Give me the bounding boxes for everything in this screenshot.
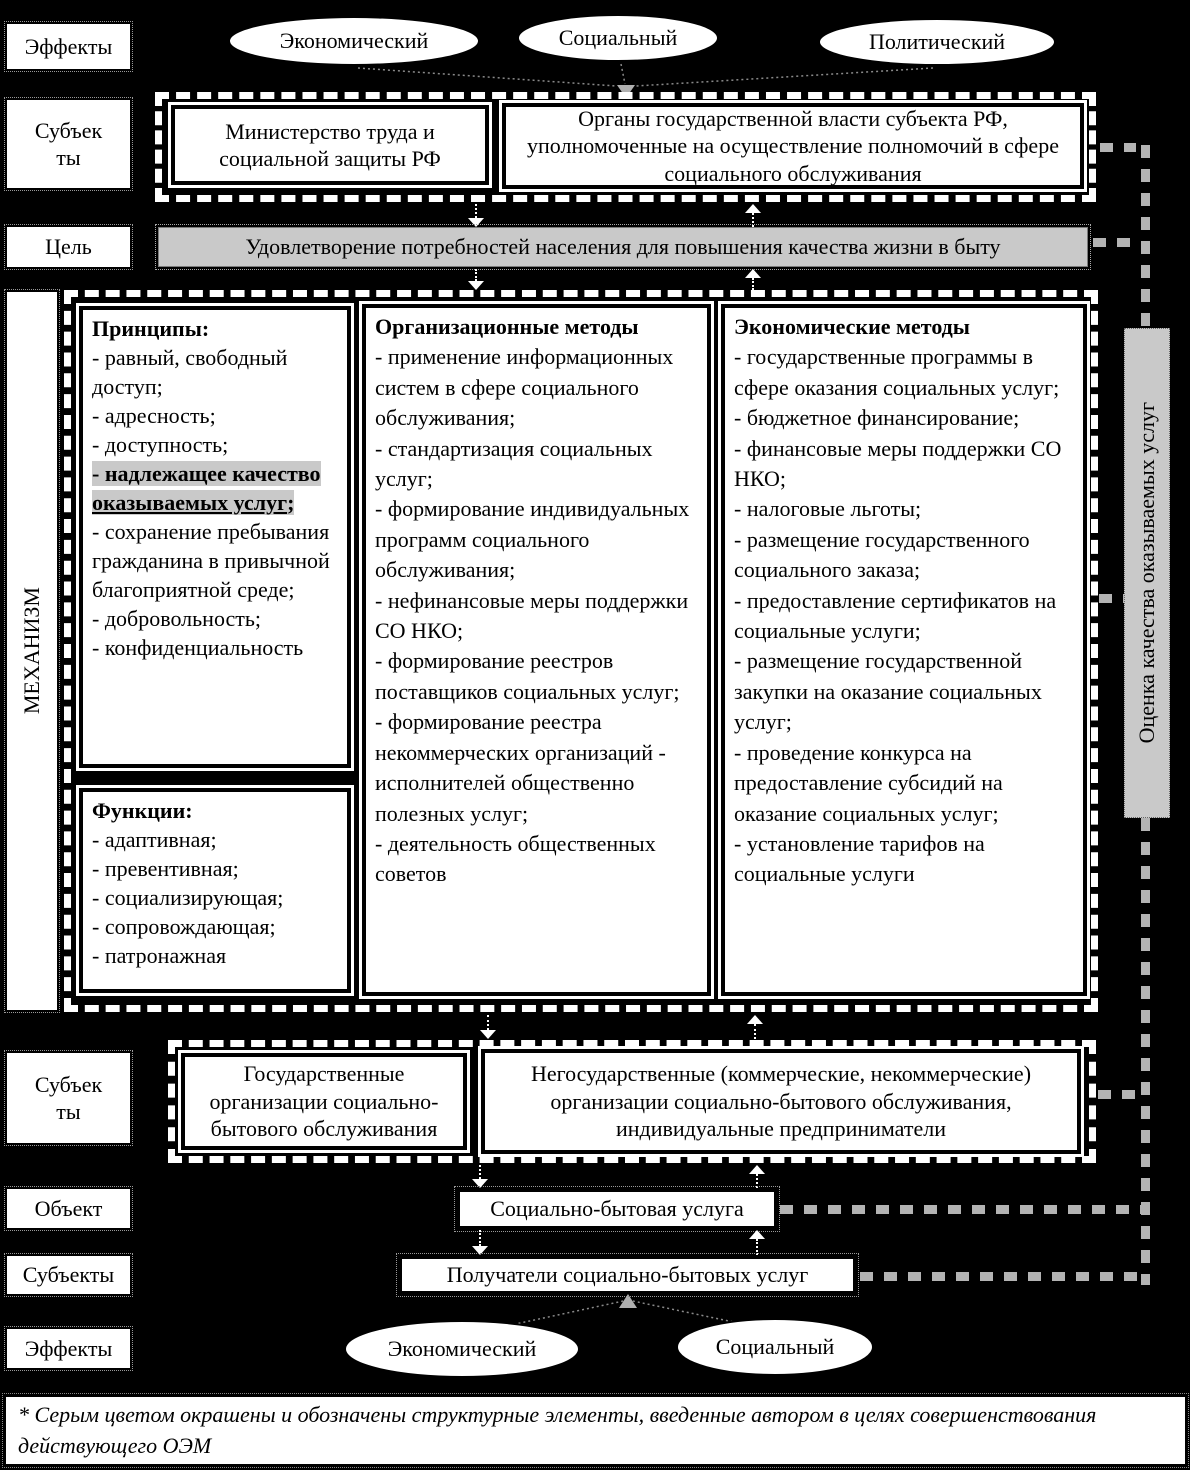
econ-method-item: - размещение государственной закупки на оказание социальных услуг; [734,648,1042,735]
row-label-subjects-mid-line1: Субъек [34,1071,103,1097]
row-label-subjects-bottom [7,1256,130,1294]
arrow-down-object-to-recipients [472,1230,488,1255]
authorities-box-text: Органы государственной власти субъекта РФ, уполномоченные на осуществление полномочий в сфере социального обслуживания [527,105,1059,186]
quality-assessment-bar-text: Оценка качества оказываемых услуг [1134,402,1159,744]
row-label-subjects-top-line1: Субъек [34,117,103,143]
quality-feedback-vertical-line-bottom [1141,818,1150,1285]
effect-economic-top [228,16,480,66]
function-item: - превентивная; [92,856,239,881]
row-label-effects-top-text: Эффекты [24,33,113,59]
goal-bar [158,227,1088,267]
function-item: - патронажная [92,943,227,968]
arrow-up-recipients-to-object [749,1230,765,1255]
row-label-effects-bottom-text: Эффекты [24,1335,113,1361]
econ-method-item: - проведение конкурса на предоставление субсидий на оказание социальных услуг; [734,739,1003,826]
principles-title: Принципы: [92,316,210,341]
principle-item: - адресность; [92,403,216,428]
quality-link-goal [1093,238,1136,247]
footnote [5,1396,1186,1465]
principle-highlight-suffix: ; [287,490,295,515]
econ-method-item: - установление тарифов на социальные услуги [734,830,985,887]
org-methods-title: Организационные методы [375,314,639,339]
arrow-down-goal-to-mechanism [468,269,484,290]
object-box-text: Социально-бытовая услуга [490,1196,744,1221]
object-box [458,1190,776,1228]
econ-methods-title: Экономические методы [734,314,970,339]
org-method-item: - применение информационных систем в сфере социального обслуживания; [375,344,674,431]
econ-method-item: - бюджетное финансирование; [734,405,1020,431]
principles-box [79,306,351,768]
org-method-item: - формирование реестров поставщиков социальных услуг; [375,648,680,704]
principle-item: - равный, свободный доступ; [92,345,288,399]
arrow-down-providers-to-object [472,1165,488,1188]
quality-link-mechanism [1099,594,1125,603]
effect-social-bottom [676,1318,874,1376]
effect-political-top [818,18,1056,66]
subjects-top-container [155,92,1096,202]
principle-item: - добровольность; [92,606,262,631]
goal-bar-text: Удовлетворение потребностей населения для повышения качества жизни в быту [245,234,1001,259]
row-label-mechanism [7,292,57,1010]
econ-method-item: - предоставление сертификатов на социальные услуги; [734,587,1057,644]
org-method-item: - формирование реестра некоммерческих организаций - исполнителей общественно полезных услуг; [375,709,666,826]
subjects-bottom-container [168,1040,1096,1163]
org-method-item: - деятельность общественных советов [375,830,656,887]
effect-social-top [517,14,719,62]
row-label-subjects-mid-line2: ты [56,1099,81,1124]
function-item: - сопровождающая; [92,914,276,939]
arrow-up-mechanism-to-goal [745,269,761,290]
function-item: - адаптивная; [92,827,217,852]
quality-link-subjects-bottom [1098,1090,1138,1099]
org-methods-box [362,304,711,996]
state-organizations-box [181,1053,467,1150]
quality-link-subjects-top [1100,143,1136,152]
row-label-object [7,1189,130,1228]
econ-method-item: - размещение государственного социального заказа; [734,526,1030,583]
org-method-item: - формирование индивидуальных программ социального обслуживания; [375,496,690,583]
authorities-box [502,103,1084,189]
quality-link-recipients [860,1272,1142,1281]
row-label-effects-bottom [7,1329,130,1368]
effect-economic-top-text: Экономический [279,28,429,53]
econ-method-item: - финансовые меры поддержки СО НКО; [734,435,1062,492]
effect-economic-bottom-text: Экономический [387,1336,537,1361]
functions-box [79,788,351,993]
arrow-up-object-to-providers [749,1165,765,1188]
econ-method-item: - налоговые льготы; [734,496,922,522]
function-item: - социализирующая; [92,885,284,910]
row-label-subjects-top [7,100,130,188]
row-label-goal [7,227,130,267]
effect-social-top-text: Социальный [558,25,678,50]
econ-methods-box [721,304,1087,996]
arrow-up-providers-to-mechanism [747,1015,763,1039]
row-label-object-text: Объект [34,1195,103,1221]
effect-economic-bottom [344,1320,580,1378]
principle-item: - конфиденциальность [92,635,304,660]
org-method-item: - нефинансовые меры поддержки СО НКО; [375,587,689,644]
functions-title: Функции: [92,798,193,823]
row-label-goal-text: Цель [45,234,92,260]
row-label-effects-top [7,24,130,69]
org-method-item: - стандартизация социальных услуг; [375,435,653,492]
arrow-down-mechanism-to-providers [480,1015,496,1039]
principle-highlight-underline: оказываемых услуг [92,490,288,515]
quality-feedback-vertical-line-top [1141,145,1150,328]
effect-social-bottom-text: Социальный [715,1334,835,1359]
ministry-box-text: Министерство труда и социальной защиты РФ [219,118,441,171]
quality-link-object [780,1205,1142,1214]
arrow-up-goal-to-subjects [745,204,761,227]
footnote-text: * Серым цветом окрашены и обозначены структурные элементы, введенные автором в целях совершенствования действующего ОЭМ [18,1401,1097,1458]
recipients-box-text: Получатели социально-бытовых услуг [446,1262,809,1287]
principle-item: - доступность; [92,432,229,457]
principle-item-highlighted [92,459,338,517]
econ-method-item: - государственные программы в сфере оказания социальных услуг; [734,344,1060,400]
row-label-mechanism-text: МЕХАНИЗМ [19,587,45,715]
row-label-subjects-top-line2: ты [56,145,81,170]
nonstate-organizations-box [481,1049,1081,1154]
nonstate-organizations-text: Негосударственные (коммерческие, некоммерческие) организации социально-бытового обслуживания, индивидуальные предприниматели [530,1061,1032,1142]
ministry-box [171,105,489,185]
effect-political-top-text: Политический [868,29,1006,54]
recipients-box [400,1257,855,1293]
arrow-down-subjects-to-goal [468,204,484,227]
quality-assessment-bar [1124,328,1170,818]
principle-highlight-bold: - надлежащее качество [92,461,321,486]
row-label-subjects-bottom-text: Субъекты [22,1262,115,1288]
row-label-subjects-mid [7,1053,130,1143]
state-organizations-text: Государственные организации социально-бытового обслуживания [209,1061,439,1142]
principle-item: - сохранение пребывания гражданина в привычной благоприятной среде; [92,519,330,602]
